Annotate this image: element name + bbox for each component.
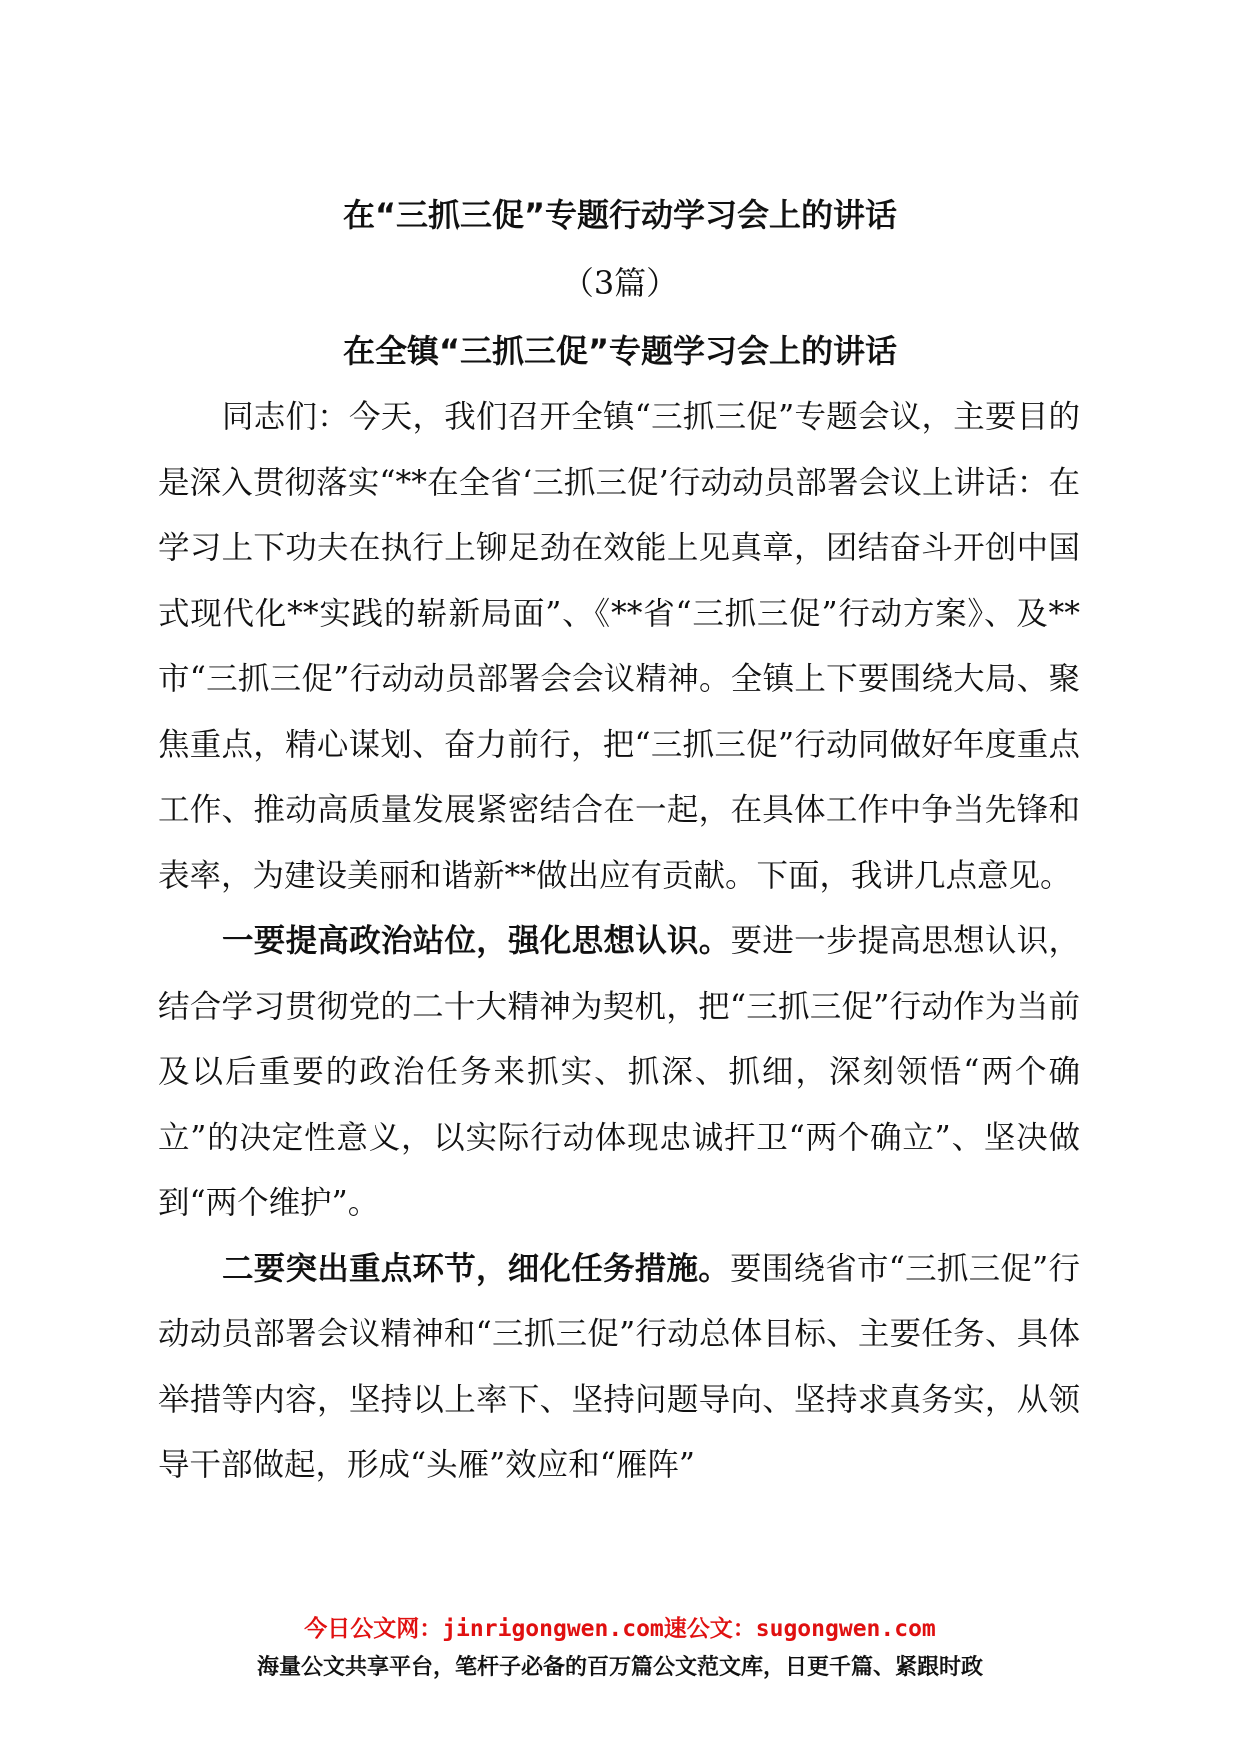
speech-title: 在全镇“三抓三促”专题学习会上的讲话 [342,332,898,370]
footer-site2-name: 速公文： [663,1616,756,1642]
paragraph-1 [158,385,1080,909]
paragraph-2 [158,909,1080,1237]
paragraph-2-text: 要进一步提高思想认识，结合学习贯彻党的二十大精神为契机，把“三抓三促”行动作为当前及以后重要的政治任务来抓实、抓深、抓细，深刻领悟“两个确立”的决定性意义，以实际行动体现忠诚扞卫“两个确立”、坚决做到“两个维护”。 [158,923,1080,1221]
paragraph-2-lead: 一要提高政治站位，强化思想认识。 [222,923,731,959]
footer-site1-url[interactable]: jinrigongwen.com [442,1616,664,1642]
document-body [158,385,1080,1499]
footer-tagline: 海量公文共享平台，笔杆子必备的百万篇公文范文库，日更千篇、紧跟时政 [256,1655,983,1680]
paragraph-1-text: 同志们：今天，我们召开全镇“三抓三促”专题会议，主要目的是深入贯彻落实“**在全省‘三抓三促’行动动员部署会议上讲话：在学习上下功夫在执行上铆足劲在效能上见真章，团结奋斗开创中国式现代化**实践的崭新局面”、《**省“三抓三促”行动方案》、及**市“三抓三促”行动动员部署会会议精神。全镇上下要围绕大局、聚焦重点，精心谋划、奋力前行，把“三抓三促”行动同做好年度重点工作、推动高质量发展紧密结合在一起，在具体工作中争当先锋和表率，为建设美丽和谐新**做出应有贡献。下面，我讲几点意见。 [158,399,1080,894]
footer-site1-name: 今日公文网： [304,1616,443,1642]
document-title: 在“三抓三促”专题行动学习会上的讲话 [342,196,898,234]
paragraph-3-text: 要围绕省市“三抓三促”行动动员部署会议精神和“三抓三促”行动总体目标、主要任务、具体举措等内容，坚持以上率下、坚持问题导向、坚持求真务实，从领导干部做起，形成“头雁”效应和“雁阵” [158,1250,1080,1483]
document-subtitle: （3篇） [561,264,679,302]
paragraph-3 [158,1237,1080,1499]
footer-sites [0,1610,1240,1643]
paragraph-3-lead: 二要突出重点环节，细化任务措施。 [222,1250,731,1287]
footer-site2-url[interactable]: sugongwen.com [755,1616,936,1642]
